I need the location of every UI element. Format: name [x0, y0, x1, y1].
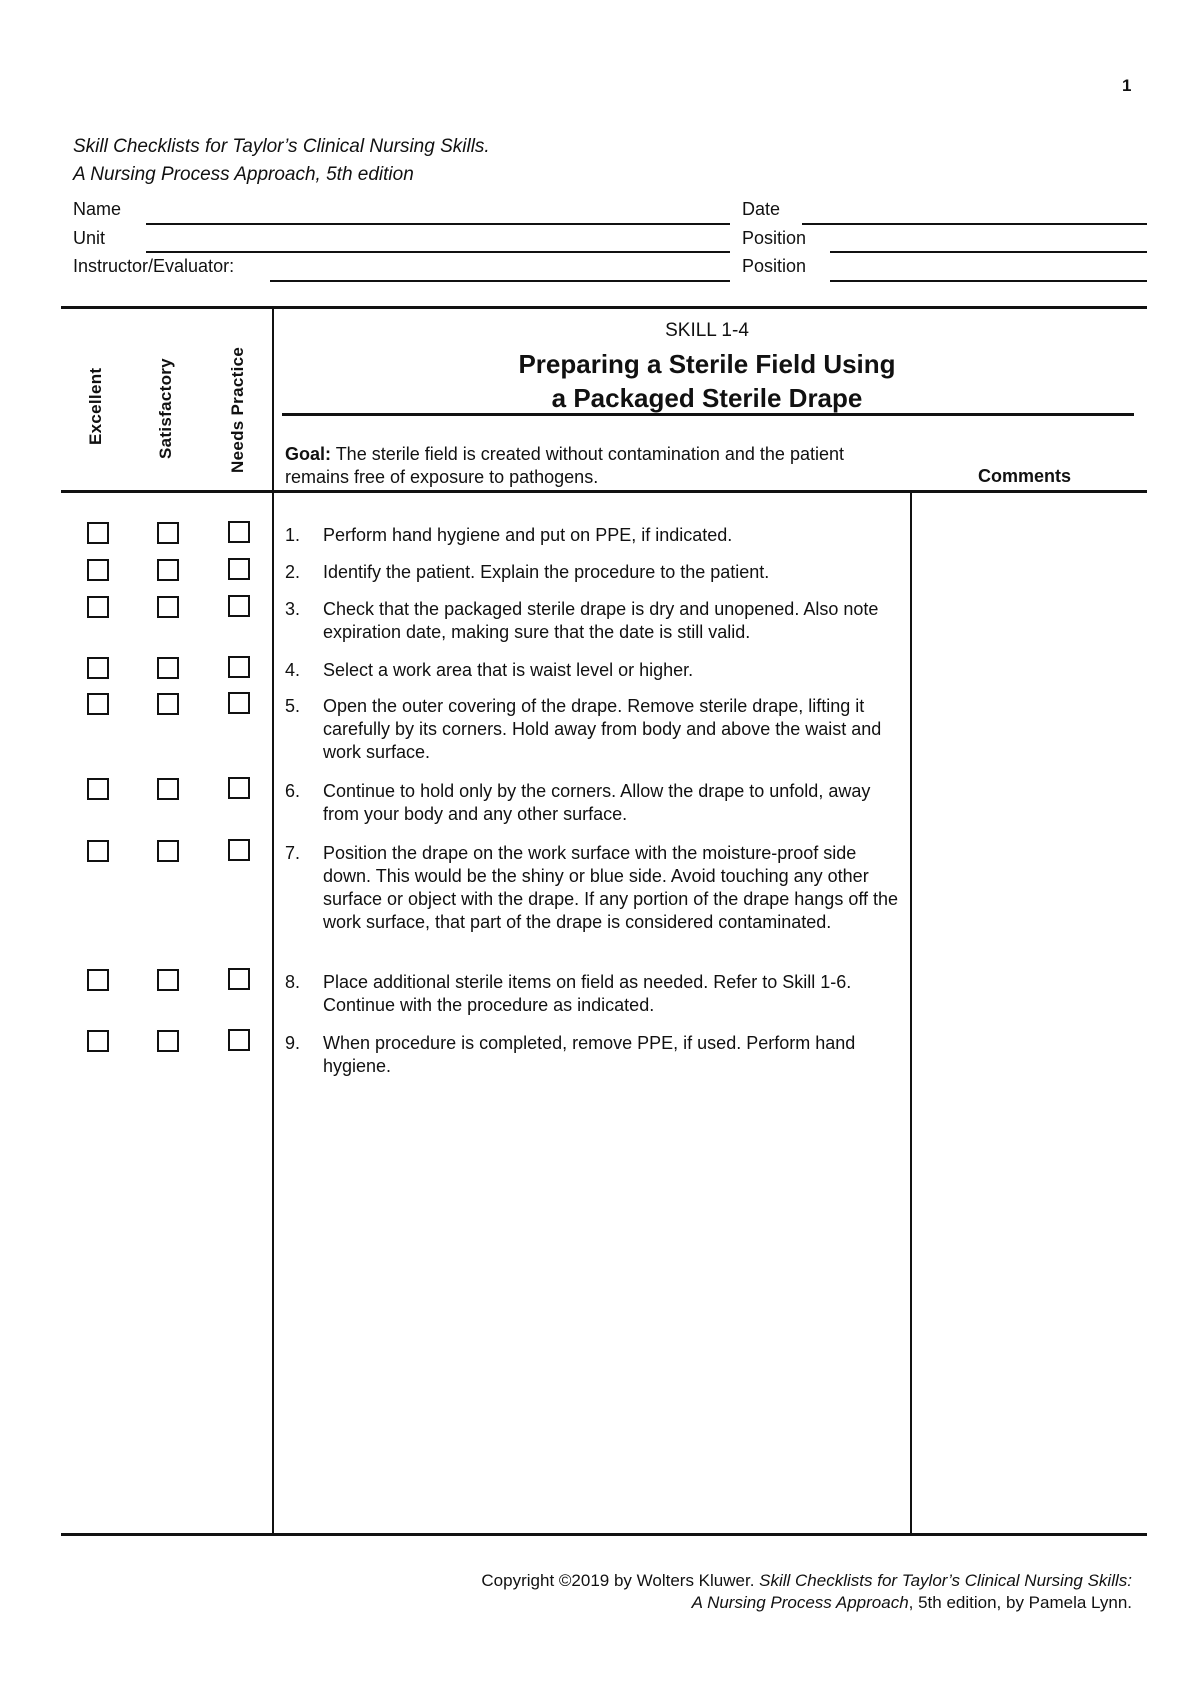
date-field[interactable] — [802, 223, 1147, 225]
page-number: 1 — [1122, 76, 1132, 95]
goal-text: The sterile field is created without contamination and the patient remains free of exposure to pathogens. — [285, 444, 844, 487]
step-number: 5. — [285, 696, 301, 716]
table-top-border — [61, 306, 1147, 309]
step-7 — [285, 842, 905, 934]
column-header-satisfactory: Satisfactory — [156, 358, 175, 459]
position-field-2[interactable] — [830, 280, 1147, 282]
checkbox-satisfactory-step-6[interactable] — [157, 778, 179, 800]
checkbox-excellent-step-1[interactable] — [87, 522, 109, 544]
goal-label: Goal: — [285, 444, 332, 464]
step-3 — [285, 598, 905, 644]
goal-statement — [285, 443, 905, 489]
position-label-2: Position — [742, 256, 807, 276]
comments-header: Comments — [978, 466, 1072, 486]
checkbox-needs-practice-step-3[interactable] — [228, 595, 250, 617]
unit-label: Unit — [73, 228, 106, 248]
step-text: Continue to hold only by the corners. Allow the drape to unfold, away from your body and any other surface. — [323, 781, 871, 824]
step-number: 3. — [285, 599, 301, 619]
position-field-1[interactable] — [830, 251, 1147, 253]
checkbox-excellent-step-7[interactable] — [87, 840, 109, 862]
step-number: 9. — [285, 1033, 301, 1053]
skill-number: SKILL 1-4 — [665, 320, 749, 341]
skill-title-line-2: a Packaged Sterile Drape — [551, 383, 863, 413]
step-number: 2. — [285, 562, 301, 582]
table-header-divider — [61, 490, 1147, 493]
step-9 — [285, 1032, 905, 1078]
step-text: Select a work area that is waist level or higher. — [323, 660, 694, 680]
copyright-line-1 — [481, 1570, 1132, 1592]
rating-column-divider — [272, 307, 274, 1535]
table-bottom-border — [61, 1533, 1147, 1536]
step-number: 6. — [285, 781, 301, 801]
footer-book-subtitle: A Nursing Process Approach — [691, 1593, 909, 1612]
step-text: Check that the packaged sterile drape is dry and unopened. Also note expiration date, making sure that the date is still valid. — [323, 599, 879, 642]
checkbox-satisfactory-step-8[interactable] — [157, 969, 179, 991]
checkbox-needs-practice-step-7[interactable] — [228, 839, 250, 861]
step-1 — [285, 524, 905, 547]
step-number: 1. — [285, 525, 301, 545]
step-text: Identify the patient. Explain the procedure to the patient. — [323, 562, 770, 582]
checkbox-satisfactory-step-9[interactable] — [157, 1030, 179, 1052]
checkbox-needs-practice-step-9[interactable] — [228, 1029, 250, 1051]
step-text: Perform hand hygiene and put on PPE, if indicated. — [323, 525, 733, 545]
step-2 — [285, 561, 905, 584]
step-number: 8. — [285, 972, 301, 992]
checkbox-satisfactory-step-4[interactable] — [157, 657, 179, 679]
step-number: 4. — [285, 660, 301, 680]
checkbox-excellent-step-3[interactable] — [87, 596, 109, 618]
checkbox-needs-practice-step-8[interactable] — [228, 968, 250, 990]
step-text: When procedure is completed, remove PPE, if used. Perform hand hygiene. — [323, 1033, 856, 1076]
checkbox-excellent-step-5[interactable] — [87, 693, 109, 715]
name-label: Name — [73, 199, 122, 219]
checkbox-satisfactory-step-7[interactable] — [157, 840, 179, 862]
checkbox-satisfactory-step-2[interactable] — [157, 559, 179, 581]
checkbox-excellent-step-4[interactable] — [87, 657, 109, 679]
checkbox-needs-practice-step-2[interactable] — [228, 558, 250, 580]
step-text: Open the outer covering of the drape. Remove sterile drape, lifting it carefully by its corners. Hold away from body and above the waist and work surface. — [323, 696, 882, 762]
checkbox-satisfactory-step-1[interactable] — [157, 522, 179, 544]
copyright-footer — [481, 1570, 1132, 1614]
checkbox-needs-practice-step-4[interactable] — [228, 656, 250, 678]
footer-edition-author: , 5th edition, by Pamela Lynn. — [908, 1593, 1132, 1612]
checkbox-satisfactory-step-5[interactable] — [157, 693, 179, 715]
position-label-1: Position — [742, 228, 807, 248]
step-text: Place additional sterile items on field as needed. Refer to Skill 1-6. Continue with the procedure as indicated. — [323, 972, 852, 1015]
unit-field[interactable] — [146, 251, 730, 253]
skill-title-line-1: Preparing a Sterile Field Using — [518, 349, 896, 379]
name-field[interactable] — [146, 223, 730, 225]
step-5 — [285, 695, 905, 764]
checkbox-needs-practice-step-1[interactable] — [228, 521, 250, 543]
copyright-line-2 — [481, 1592, 1132, 1614]
step-4 — [285, 659, 905, 682]
step-6 — [285, 780, 905, 826]
checkbox-excellent-step-9[interactable] — [87, 1030, 109, 1052]
footer-book-title: Skill Checklists for Taylor’s Clinical Nursing Skills: — [759, 1571, 1132, 1590]
checkbox-excellent-step-2[interactable] — [87, 559, 109, 581]
checkbox-satisfactory-step-3[interactable] — [157, 596, 179, 618]
step-8 — [285, 971, 905, 1017]
instructor-label: Instructor/Evaluator: — [73, 256, 235, 276]
instructor-field[interactable] — [270, 280, 730, 282]
checkbox-needs-practice-step-5[interactable] — [228, 692, 250, 714]
checkbox-excellent-step-6[interactable] — [87, 778, 109, 800]
copyright-prefix: Copyright ©2019 by Wolters Kluwer. — [481, 1571, 760, 1590]
book-title-line-2: A Nursing Process Approach, 5th edition — [73, 164, 414, 185]
step-text: Position the drape on the work surface with the moisture-proof side down. This would be the shiny or blue side. Avoid touching any other surface or object with the drape. If any portion of the drape hangs off the work surface, that part of the drape is considered contaminated. — [323, 843, 899, 932]
column-header-needs-practice: Needs Practice — [228, 346, 247, 473]
comments-column-divider — [910, 491, 912, 1534]
book-title-line-1: Skill Checklists for Taylor’s Clinical Nursing Skills. — [73, 136, 490, 157]
checkbox-excellent-step-8[interactable] — [87, 969, 109, 991]
checkbox-needs-practice-step-6[interactable] — [228, 777, 250, 799]
skill-title — [282, 347, 1132, 415]
column-header-excellent: Excellent — [86, 367, 105, 445]
date-label: Date — [742, 199, 781, 219]
step-number: 7. — [285, 843, 301, 863]
